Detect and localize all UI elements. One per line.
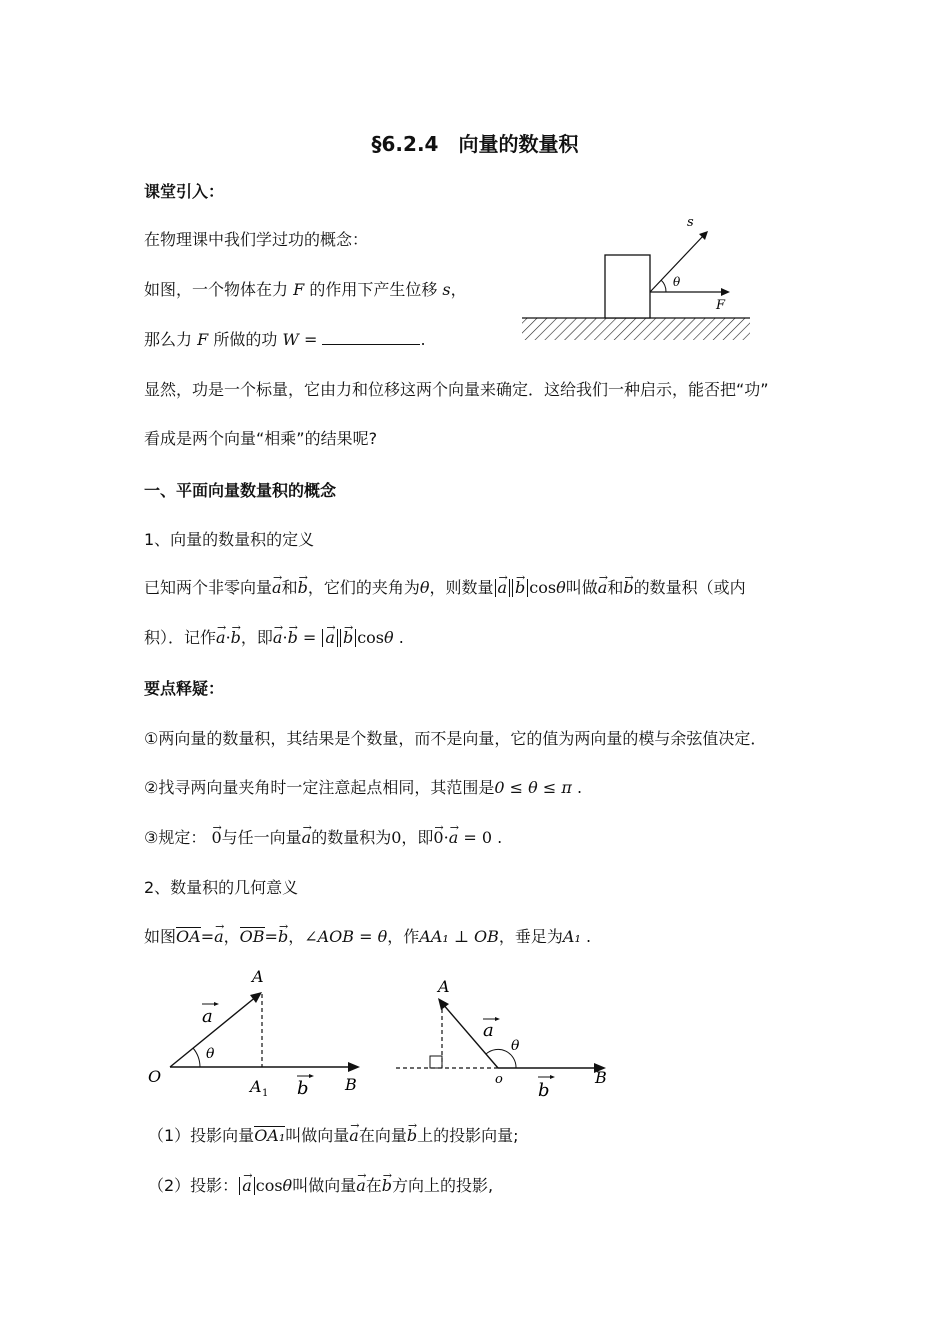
force-displacement-figure	[518, 208, 758, 348]
vec-a: → a	[272, 577, 282, 599]
fig2-a: a	[202, 1006, 213, 1027]
vec-b-8: → b	[382, 1175, 392, 1197]
label-s: s	[687, 215, 694, 230]
theta-arc	[193, 1048, 200, 1067]
g-a: 如图	[144, 927, 177, 946]
force-arrowhead	[721, 288, 730, 296]
abs-b-2	[340, 629, 356, 647]
definition-line-2	[144, 627, 404, 649]
proj1-a: （1）投影向量	[148, 1126, 255, 1145]
intro-heading: 课堂引入：	[144, 182, 225, 201]
fig2-b-arrowhead	[309, 1074, 314, 1078]
point-A1: A₁	[562, 927, 581, 946]
abs-a	[495, 579, 511, 597]
sym-theta-2: θ	[556, 578, 566, 597]
sym-eq-4: =	[264, 927, 278, 946]
kp2-end: .	[576, 778, 583, 797]
d2-a: 积）．记作	[144, 628, 217, 647]
key-points-heading: 要点释疑：	[144, 679, 225, 698]
proj2-d: 方向上的投影,	[392, 1176, 494, 1195]
proj2-b: 叫做向量	[292, 1176, 357, 1195]
d1-f: 和	[607, 578, 624, 597]
intro-l2-pre: 如图，一个物体在力	[144, 280, 289, 299]
ground-hatch	[522, 318, 750, 340]
abs-b	[512, 579, 528, 597]
g-comma: ，	[223, 927, 240, 946]
intro-l2-end: ，	[450, 280, 467, 299]
section-heading: 一、平面向量数量积的概念	[144, 481, 337, 500]
vector-OB-head	[348, 1062, 360, 1072]
sym-cos-2: cos	[357, 628, 385, 647]
kp2-math: 0 ≤ θ ≤ π	[494, 778, 572, 797]
intro-line-2	[144, 279, 467, 301]
vec-a-abs: → a	[498, 579, 508, 597]
vec-a-3: → a	[216, 627, 226, 649]
fig2-A1-sub: 1	[262, 1088, 269, 1099]
right-angle-mark	[430, 1056, 442, 1068]
fig2-b: b	[297, 1078, 309, 1099]
kp3-b: 与任一向量	[221, 828, 302, 847]
vec-b: → b	[298, 577, 308, 599]
proj1-b: 叫做向量	[285, 1126, 350, 1145]
kp2-a: ②找寻两向量夹角时一定注意起点相同，其范围是	[144, 778, 495, 797]
sym-dot-3: ·	[443, 828, 449, 847]
vec-b-7: → b	[407, 1125, 417, 1147]
projection-vector-line	[148, 1125, 519, 1147]
angle-AOB: ∠AOB = θ	[304, 927, 388, 946]
vec-a-7: → a	[449, 827, 459, 849]
g-end: .	[585, 927, 592, 946]
obtuse-projection-figure	[392, 970, 622, 1104]
geometry-line	[144, 926, 591, 948]
proj1-c: 在向量	[358, 1126, 407, 1145]
intro-l3-end: .	[420, 330, 426, 349]
kp3-a: ③规定：	[144, 828, 207, 847]
sym-theta: θ	[419, 578, 430, 597]
num-zero: 0	[391, 828, 402, 847]
fig2-A: A	[252, 967, 264, 986]
sym-eq-2: =	[463, 828, 477, 847]
vec-b-abs: → b	[515, 579, 525, 597]
vector-OA-head	[250, 992, 262, 1003]
projection-line	[148, 1175, 493, 1197]
proj2-c: 在	[365, 1176, 382, 1195]
vec-b-2: → b	[623, 577, 633, 599]
key-point-2	[144, 777, 582, 799]
seg-OA: OA	[176, 927, 201, 946]
d1-a: 已知两个非零向量	[144, 578, 273, 597]
definition-line-1	[144, 577, 746, 599]
intro-line-3	[144, 329, 426, 351]
vec-b-4: → b	[288, 627, 298, 649]
sym-W-eq: W =	[282, 330, 318, 349]
intro-paragraph-2: 看成是两个向量“相乘”的结果呢?	[144, 429, 378, 448]
intro-l3-mid: 所做的功	[213, 330, 278, 349]
label-F: F	[716, 298, 726, 313]
sym-dot: ·	[225, 628, 231, 647]
proj1-d: 上的投影向量;	[417, 1126, 519, 1145]
vec-b-5: → b	[343, 629, 353, 647]
g-comma-2: ，	[288, 927, 305, 946]
fig2-B: B	[345, 1075, 357, 1094]
sym-theta-4: θ	[282, 1176, 293, 1195]
vec-a-4: → a	[273, 627, 283, 649]
d1-c: ，它们的夹角为	[307, 578, 420, 597]
intro-l2-mid: 的作用下产生位移	[309, 280, 438, 299]
d1-g: 的数量积（或内	[633, 578, 746, 597]
fig3-theta: θ	[511, 1038, 520, 1054]
label-theta: θ	[673, 275, 681, 289]
key-point-3	[144, 827, 502, 849]
intro-line-1: 在物理课中我们学过功的概念：	[144, 230, 369, 249]
num-zero-2: 0	[481, 828, 493, 847]
vec-b-3: → b	[231, 627, 241, 649]
fig3-a: a	[483, 1020, 494, 1041]
abs-a-3	[239, 1177, 255, 1195]
d2-c: .	[398, 628, 404, 647]
g-b: ，作	[387, 927, 420, 946]
perp-AA1-OB: AA₁ ⊥ OB	[419, 927, 499, 946]
fig2-theta: θ	[206, 1046, 215, 1062]
vec-a-11: → a	[356, 1175, 366, 1197]
vec-a-5: → a	[325, 629, 335, 647]
kp3-c: 的数量积为	[311, 828, 392, 847]
sym-theta-3: θ	[384, 628, 394, 647]
sym-cos: cos	[529, 578, 557, 597]
vec-a-10: → a	[242, 1177, 252, 1195]
answer-blank	[322, 330, 420, 345]
fig3-B: B	[595, 1068, 607, 1087]
sym-cos-3: cos	[255, 1176, 283, 1195]
vec-a-6: → a	[302, 827, 312, 849]
vec-a-2: → a	[598, 577, 608, 599]
acute-projection-figure	[140, 962, 380, 1102]
subheading-definition: 1、向量的数量积的定义	[144, 530, 315, 549]
vec-a-8: → a	[214, 926, 224, 948]
fig2-O: O	[148, 1067, 162, 1086]
fig3-O: o	[495, 1072, 503, 1087]
d1-b: 和	[281, 578, 298, 597]
intro-l3-pre: 那么力	[144, 330, 193, 349]
sym-F: F	[293, 280, 305, 299]
fig2-A1: A	[250, 1077, 262, 1096]
proj2-a: （2）投影：	[148, 1176, 239, 1195]
sym-eq: =	[302, 628, 317, 647]
fig3-a-arrowhead	[495, 1017, 500, 1021]
d1-d: ，则数量	[429, 578, 494, 597]
fig3-b-arrowhead	[550, 1075, 555, 1079]
kp3-d: ，即	[401, 828, 434, 847]
seg-OB: OB	[239, 927, 265, 946]
d2-b: ，即	[240, 628, 273, 647]
kp3-e: .	[497, 828, 503, 847]
block	[605, 255, 650, 318]
vec-b-6: → b	[278, 926, 288, 948]
vec-zero-2: → 0	[433, 827, 443, 849]
vec-zero: → 0	[211, 827, 221, 849]
abs-a-2	[322, 629, 338, 647]
key-point-1: ①两向量的数量积，其结果是个数量，而不是向量，它的值为两向量的模与余弦值决定．	[144, 729, 767, 748]
seg-OA1: OA₁	[254, 1126, 286, 1145]
angle-arc	[661, 280, 666, 292]
fig2-a-arrowhead	[214, 1002, 219, 1006]
fig3-b: b	[538, 1080, 550, 1101]
intro-paragraph-1: 显然，功是一个标量，它由力和位移这两个向量来确定．这给我们一种启示，能否把“功”	[144, 380, 769, 399]
sym-F-2: F	[197, 330, 209, 349]
sym-dot-2: ·	[282, 628, 288, 647]
g-c: ，垂足为	[498, 927, 563, 946]
d1-e: 叫做	[565, 578, 598, 597]
page-title: §6.2.4 向量的数量积	[371, 132, 579, 156]
sym-eq-3: =	[200, 927, 215, 946]
vec-a-9: → a	[349, 1125, 359, 1147]
subheading-geometry: 2、数量积的几何意义	[144, 878, 299, 897]
fig3-A: A	[438, 977, 450, 996]
sym-s: s	[442, 280, 451, 299]
